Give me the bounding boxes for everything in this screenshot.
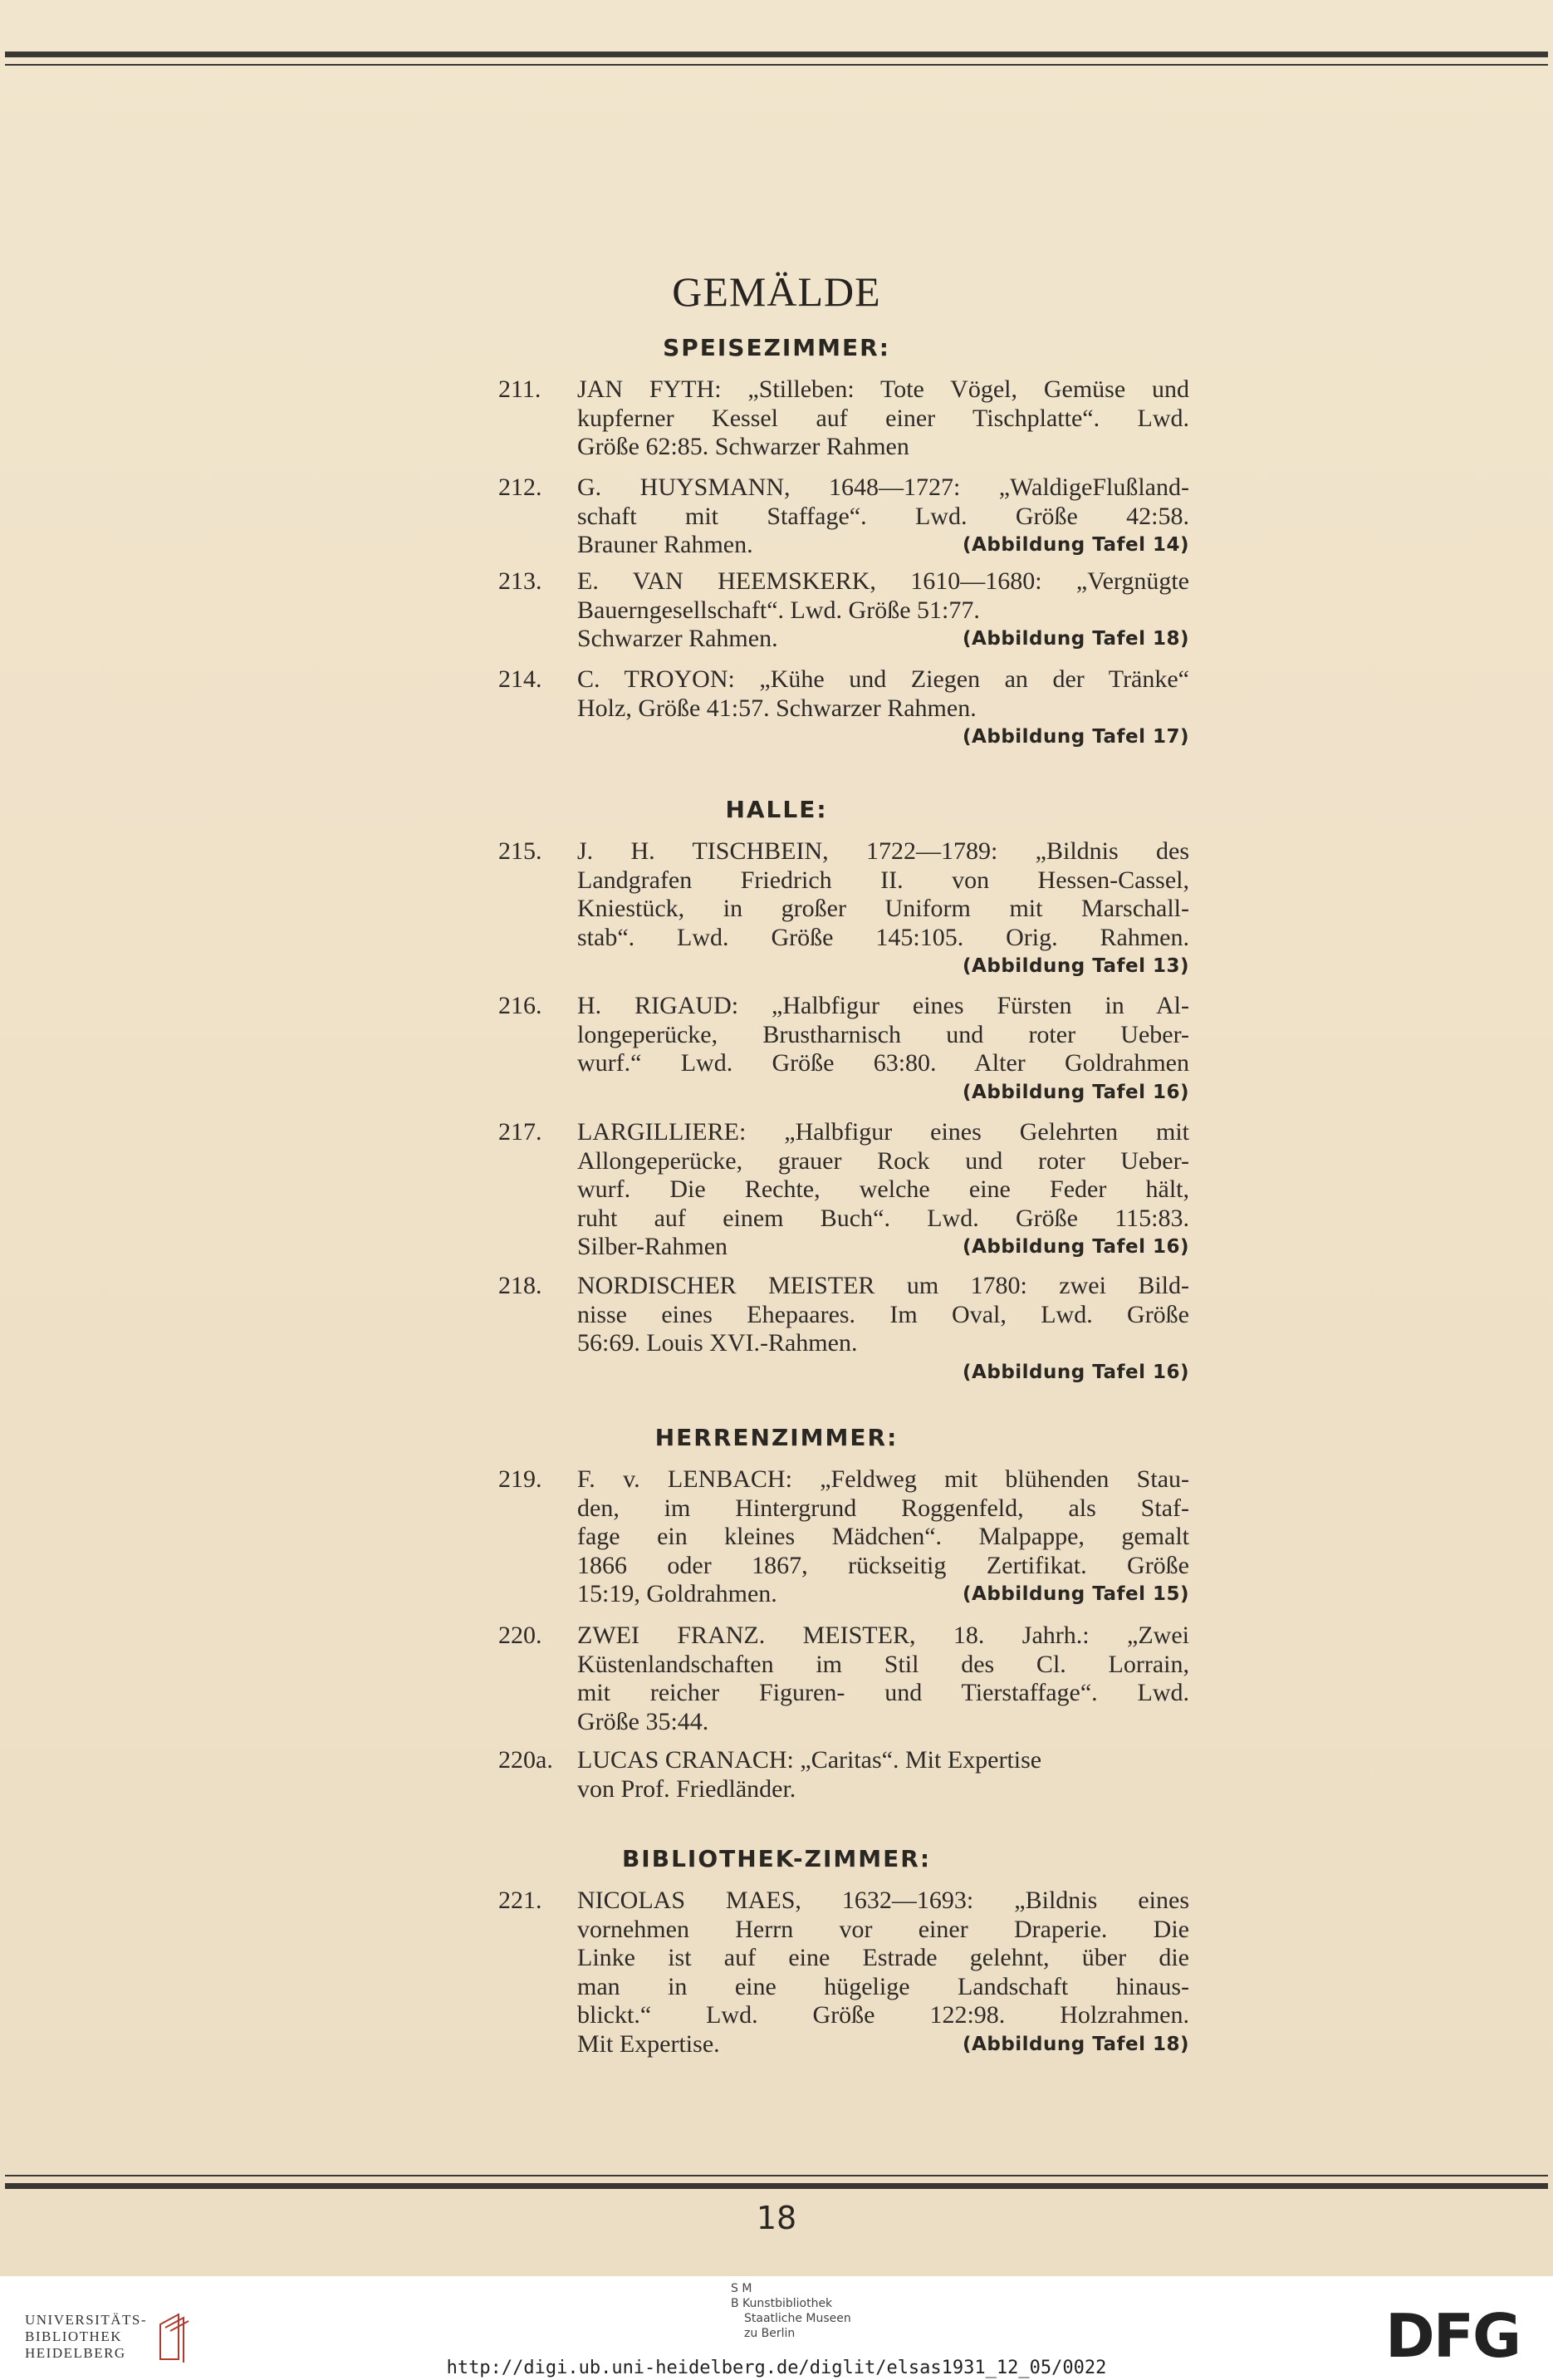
page-number: 18	[756, 2200, 797, 2236]
plate-reference: (Abbildung Tafel 18)	[963, 628, 1189, 650]
plate-reference: (Abbildung Tafel 16)	[963, 1236, 1189, 1258]
university-line: UNIVERSITÄTS-	[25, 2312, 147, 2328]
entry-line: wurf.“ Lwd. Größe 63:80. Alter Goldrahmen	[577, 1049, 1189, 1077]
catalog-entry-217	[498, 1118, 1189, 1262]
catalog-entry-211	[498, 375, 1189, 462]
entry-line: schaft mit Staffage“. Lwd. Größe 42:58.	[577, 502, 1189, 530]
entry-number: 219.	[498, 1465, 542, 1493]
entry-line: 15:19, Goldrahmen.	[577, 1580, 777, 1607]
entry-line: ZWEI FRANZ. MEISTER, 18. Jahrh.: „Zwei	[577, 1622, 1189, 1649]
entry-line: C. TROYON: „Kühe und Ziegen an der Tränke“	[577, 665, 1189, 693]
catalog-entry-219	[498, 1465, 1189, 1609]
sm-line: S M	[731, 2282, 752, 2295]
entry-line: blickt.“ Lwd. Größe 122:98. Holzrahmen.	[577, 2001, 1189, 2029]
university-line: BIBLIOTHEK	[25, 2328, 122, 2344]
entry-line: Küstenlandschaften im Stil des Cl. Lorrain,	[577, 1650, 1189, 1678]
entry-number: 213.	[498, 567, 542, 595]
entry-number: 212.	[498, 474, 542, 501]
entry-line: F. v. LENBACH: „Feldweg mit blühenden Stau-	[577, 1465, 1189, 1493]
plate-reference: (Abbildung Tafel 16)	[963, 1081, 1189, 1103]
sm-line: B Kunstbibliothek	[731, 2297, 833, 2310]
entry-line: J. H. TISCHBEIN, 1722—1789: „Bildnis des	[577, 837, 1189, 865]
catalog-entry-221	[498, 1887, 1189, 2059]
entry-number: 216.	[498, 992, 542, 1019]
entry-line: Größe 35:44.	[577, 1707, 709, 1735]
entry-line: stab“. Lwd. Größe 145:105. Orig. Rahmen.	[577, 923, 1189, 951]
source-url[interactable]: http://digi.ub.uni-heidelberg.de/diglit/elsas1931_12_05/0022	[446, 2358, 1107, 2378]
entry-line: LARGILLIERE: „Halbfigur eines Gelehrten mit	[577, 1118, 1189, 1146]
dfg-logo: DFG	[1385, 2301, 1521, 2371]
entry-line: fage ein kleines Mädchen“. Malpappe, gemalt	[577, 1523, 1189, 1550]
digitization-footer	[0, 2276, 1553, 2380]
entry-line: G. HUYSMANN, 1648—1727: „WaldigeFlußland-	[577, 474, 1189, 501]
entry-line: Holz, Größe 41:57. Schwarzer Rahmen.	[577, 694, 977, 722]
entry-number: 221.	[498, 1887, 542, 1914]
section-title-bibliothek: BIBLIOTHEK-ZIMMER:	[621, 1845, 932, 1872]
entry-line: 1866 oder 1867, rückseitig Zertifikat. Größe	[577, 1551, 1189, 1579]
catalog-entry-212	[498, 474, 1189, 560]
section-title-halle: HALLE:	[725, 796, 828, 823]
entry-line: Linke ist auf eine Estrade gelehnt, über die	[577, 1944, 1189, 1971]
entry-line: wurf. Die Rechte, welche eine Feder hält,	[577, 1175, 1189, 1203]
entry-line: Schwarzer Rahmen.	[577, 625, 778, 652]
entry-line: longeperücke, Brustharnisch und roter Ueber-	[577, 1020, 1189, 1048]
catalog-entry-215	[498, 837, 1189, 981]
entry-line: Kniestück, in großer Uniform mit Marschall-	[577, 895, 1189, 922]
sm-line: Staatliche Museen	[744, 2312, 851, 2325]
entry-line: Allongeperücke, grauer Rock und roter Ueber-	[577, 1146, 1189, 1175]
page-heading: GEMÄLDE	[672, 268, 881, 315]
plate-reference: (Abbildung Tafel 14)	[963, 534, 1189, 556]
top-double-rule	[5, 52, 1548, 66]
sm-line: zu Berlin	[744, 2327, 796, 2340]
entry-number: 220.	[498, 1622, 542, 1649]
plate-reference: (Abbildung Tafel 13)	[963, 955, 1189, 977]
section-title-speisezimmer: SPEISEZIMMER:	[663, 334, 890, 361]
entry-line: vornehmen Herrn vor einer Draperie. Die	[577, 1915, 1189, 1943]
entry-line: NORDISCHER MEISTER um 1780: zwei Bild-	[577, 1272, 1189, 1299]
entry-line: 56:69. Louis XVI.-Rahmen.	[577, 1329, 858, 1357]
entry-line: ruht auf einem Buch“. Lwd. Größe 115:83.	[577, 1204, 1189, 1232]
entry-line: Brauner Rahmen.	[577, 531, 753, 558]
entry-line: mit reicher Figuren- und Tierstaffage“. Lwd.	[577, 1679, 1189, 1706]
plate-reference: (Abbildung Tafel 17)	[963, 726, 1189, 748]
catalog-entry-220a	[498, 1746, 1189, 1803]
entry-line: Bauerngesellschaft“. Lwd. Größe 51:77.	[577, 596, 980, 624]
entry-line: E. VAN HEEMSKERK, 1610—1680: „Vergnügte	[577, 567, 1189, 595]
entry-line: Größe 62:85. Schwarzer Rahmen	[577, 433, 909, 460]
entry-line: JAN FYTH: „Stilleben: Tote Vögel, Gemüse und	[577, 375, 1189, 403]
university-line: HEIDELBERG	[25, 2345, 126, 2361]
entry-line: kupferner Kessel auf einer Tischplatte“. Lwd.	[577, 404, 1189, 432]
entry-number: 211.	[498, 375, 541, 403]
entry-line: H. RIGAUD: „Halbfigur eines Fürsten in Al-	[577, 992, 1189, 1019]
section-title-herrenzimmer: HERRENZIMMER:	[654, 1424, 899, 1451]
plate-reference: (Abbildung Tafel 15)	[963, 1583, 1189, 1605]
entry-line: nisse eines Ehepaares. Im Oval, Lwd. Größe	[577, 1300, 1189, 1328]
entry-line: Landgrafen Friedrich II. von Hessen-Cassel,	[577, 866, 1189, 894]
catalog-entry-214	[498, 665, 1189, 752]
entry-line: Silber-Rahmen	[577, 1233, 728, 1260]
entry-line: NICOLAS MAES, 1632—1693: „Bildnis eines	[577, 1887, 1189, 1914]
plate-reference: (Abbildung Tafel 16)	[963, 1361, 1189, 1383]
entry-line: Mit Expertise.	[577, 2029, 720, 2058]
entry-line: den, im Hintergrund Roggenfeld, als Staf-	[577, 1494, 1189, 1522]
entry-number: 214.	[498, 665, 542, 693]
entry-number: 217.	[498, 1118, 542, 1146]
entry-line: man in eine hügelige Landschaft hinaus-	[577, 1972, 1189, 2000]
bottom-double-rule	[5, 2175, 1548, 2189]
entry-number: 215.	[498, 837, 542, 865]
kunstbibliothek-mark	[731, 2281, 851, 2341]
catalog-entry-216	[498, 992, 1189, 1107]
plate-reference: (Abbildung Tafel 18)	[963, 2033, 1189, 2055]
entry-number: 220a.	[498, 1746, 553, 1774]
entry-line: LUCAS CRANACH: „Caritas“. Mit Expertise	[577, 1746, 1042, 1774]
entry-number: 218.	[498, 1272, 542, 1299]
entry-line: von Prof. Friedländer.	[577, 1774, 796, 1803]
catalog-entry-213	[498, 567, 1189, 654]
catalog-entry-218	[498, 1272, 1189, 1386]
catalog-entry-220	[498, 1622, 1189, 1736]
